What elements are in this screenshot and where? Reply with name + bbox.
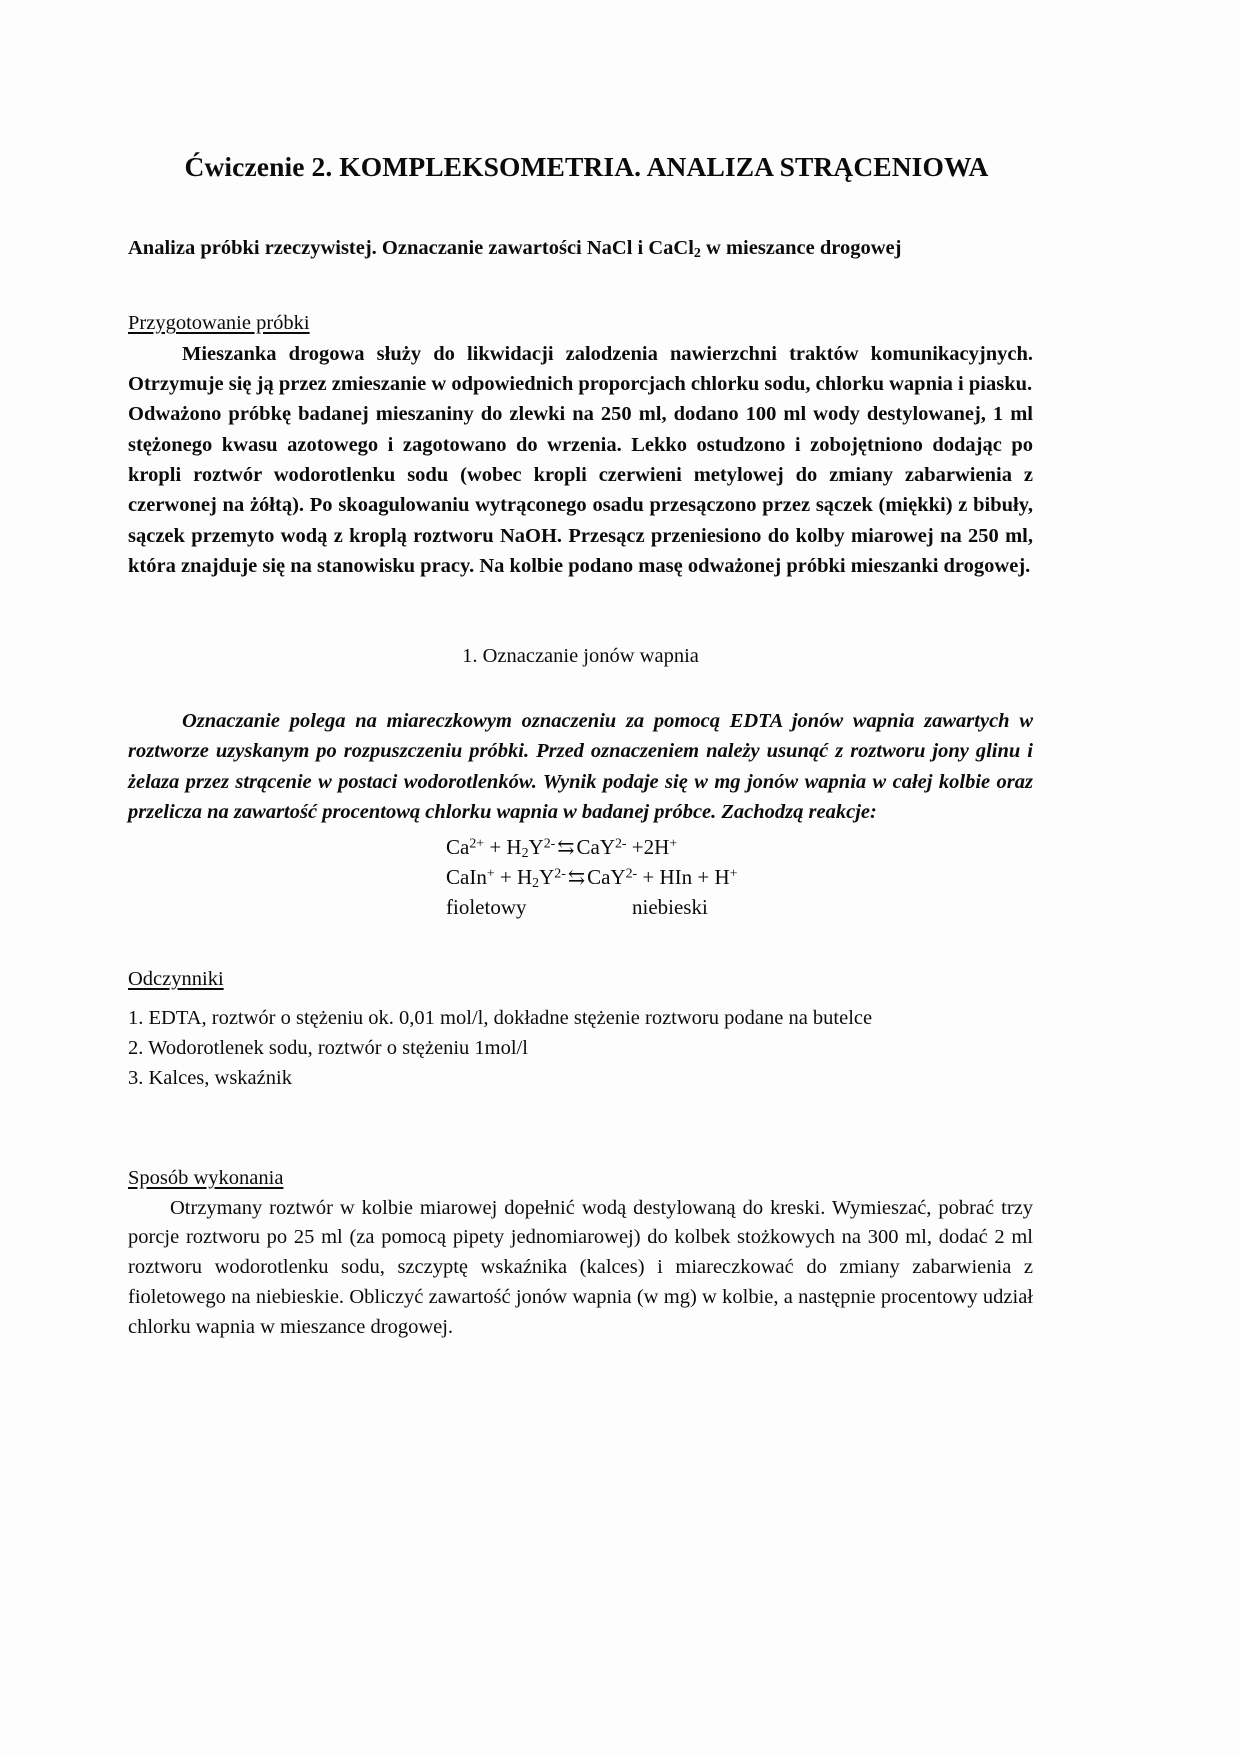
heading-oznaczanie-jonow-wapnia: 1. Oznaczanie jonów wapnia	[462, 645, 699, 668]
eq1-species-3: CaY	[576, 835, 615, 860]
eq1-species-2b: Y	[528, 835, 544, 860]
indicator-color-after: niebieski	[632, 894, 708, 919]
eq2-species-3: CaY	[587, 864, 626, 889]
eq2-species-1: CaIn	[446, 864, 487, 889]
eq2-plus-1: +	[494, 864, 517, 889]
reaction-equations	[128, 833, 1033, 920]
eq2-charge-1: +	[486, 865, 495, 881]
subtitle-text-lead: Analiza próbki rzeczywistej. Oznaczanie zawartości NaCl i CaCl	[128, 237, 694, 259]
eq1-charge-1: 2+	[469, 836, 485, 851]
list-item: 1. EDTA, roztwór o stężeniu ok. 0,01 mol/l, dokładne stężenie roztworu podane na butelce	[128, 1007, 873, 1030]
equation-line-1	[446, 833, 1033, 863]
document-content	[128, 150, 1033, 1342]
eq1-species-2: H	[506, 835, 522, 860]
heading-odczynniki: Odczynniki	[128, 967, 224, 990]
eq2-charge-4: +	[729, 865, 738, 881]
eq2-plus-2: + HIn + H	[637, 864, 730, 889]
list-item: 2. Wodorotlenek sodu, roztwór o stężeniu 1mol/l	[128, 1037, 528, 1060]
eq1-subscript-2: 2	[521, 845, 529, 861]
eq2-charge-3: 2-	[625, 865, 638, 881]
calcium-description-paragraph: Oznaczanie polega na miareczkowym oznaczeniu za pomocą EDTA jonów wapnia zawartych w roztworze uzyskanym po rozpuszczeniu próbki. Przed oznaczeniem należy usunąć z roztworu jony glinu i żelaza przez strącenie w postaci wodorotlenków. Wynik podaje się w mg jonów wapnia w całej kolbie oraz przelicza na zawartość procentową chlorku wapnia w badanej próbce. Zachodzą reakcje:	[128, 710, 1033, 824]
eq2-charge-2: 2-	[554, 865, 566, 881]
eq2-species-2: H	[517, 864, 533, 889]
subtitle-subscript: 2	[693, 246, 701, 262]
subtitle-text-tail: w mieszance drogowej	[700, 237, 902, 259]
eq2-species-2b: Y	[539, 864, 555, 889]
page-title: Ćwiczenie 2. KOMPLEKSOMETRIA. ANALIZA STRĄCENIOWA	[184, 151, 989, 182]
eq1-charge-3: 2-	[615, 836, 627, 851]
reagents-section-header	[128, 967, 1033, 995]
eq1-species-1: Ca	[446, 835, 470, 860]
eq1-charge-4: +	[669, 836, 678, 851]
equilibrium-arrow-icon: ⇆	[567, 866, 586, 889]
equilibrium-arrow-icon: ⇆	[557, 837, 575, 860]
heading-przygotowanie-probki: Przygotowanie próbki	[128, 312, 310, 335]
list-item: 3. Kalces, wskaźnik	[128, 1067, 292, 1090]
eq1-plus-2: +2H	[626, 835, 670, 860]
procedure-paragraph: Otrzymany roztwór w kolbie miarowej dopełnić wodą destylowaną do kreski. Wymieszać, pobrać trzy porcje roztworu po 25 ml (za pomocą pipety jednomiarowej) do kolbek stożkowych na 300 ml, dodać 2 ml roztworu wodorotlenku sodu, szczyptę wskaźnika (kalces) i miareczkować do zmiany zabarwienia z fioletowego na niebieskie. Obliczyć zawartość jonów wapnia (w mg) w kolbie, a następnie procentowy udział chlorku wapnia w mieszance drogowej.	[128, 1196, 1033, 1338]
reagents-list	[128, 1004, 1033, 1094]
eq1-charge-2: 2-	[543, 836, 556, 851]
preparation-paragraph-2: Odważono próbkę badanej mieszaniny do zlewki na 250 ml, dodano 100 ml wody destylowanej, 1 ml stężonego kwasu azotowego i zagotowano do wrzenia. Lekko ostudzono i zobojętniono dodając po kropli roztwór wodorotlenku sodu (wobec kropli czerwieni metylowej do zmiany zabarwienia z czerwonej na żółtą). Po skoagulowaniu wytrąconego osadu przesączono przez sączek (miękki) z bibuły, sączek przemyto wodą z kroplą roztworu NaOH. Przesącz przeniesiono do kolby miarowej na 250 ml, która znajduje się na stanowisku pracy. Na kolbie podano masę odważonej próbki mieszanki drogowej.	[128, 403, 1033, 578]
procedure-section-header	[128, 1166, 1033, 1194]
equation-line-2	[446, 863, 1033, 893]
heading-sposob-wykonania: Sposób wykonania	[128, 1167, 284, 1190]
eq2-subscript-2: 2	[532, 874, 540, 890]
document-subtitle	[128, 235, 1033, 263]
equation-color-labels	[446, 893, 1033, 921]
preparation-paragraph-1: Mieszanka drogowa służy do likwidacji zalodzenia nawierzchni traktów komunikacyjnych. Otrzymuje się ją przez zmieszanie w odpowiednich proporcjach chlorku sodu, chlorku wapnia i piasku.	[128, 342, 1033, 396]
preparation-section-header	[128, 311, 1033, 339]
indicator-color-before: fioletowy	[446, 894, 527, 919]
eq1-plus-1: +	[484, 835, 507, 860]
